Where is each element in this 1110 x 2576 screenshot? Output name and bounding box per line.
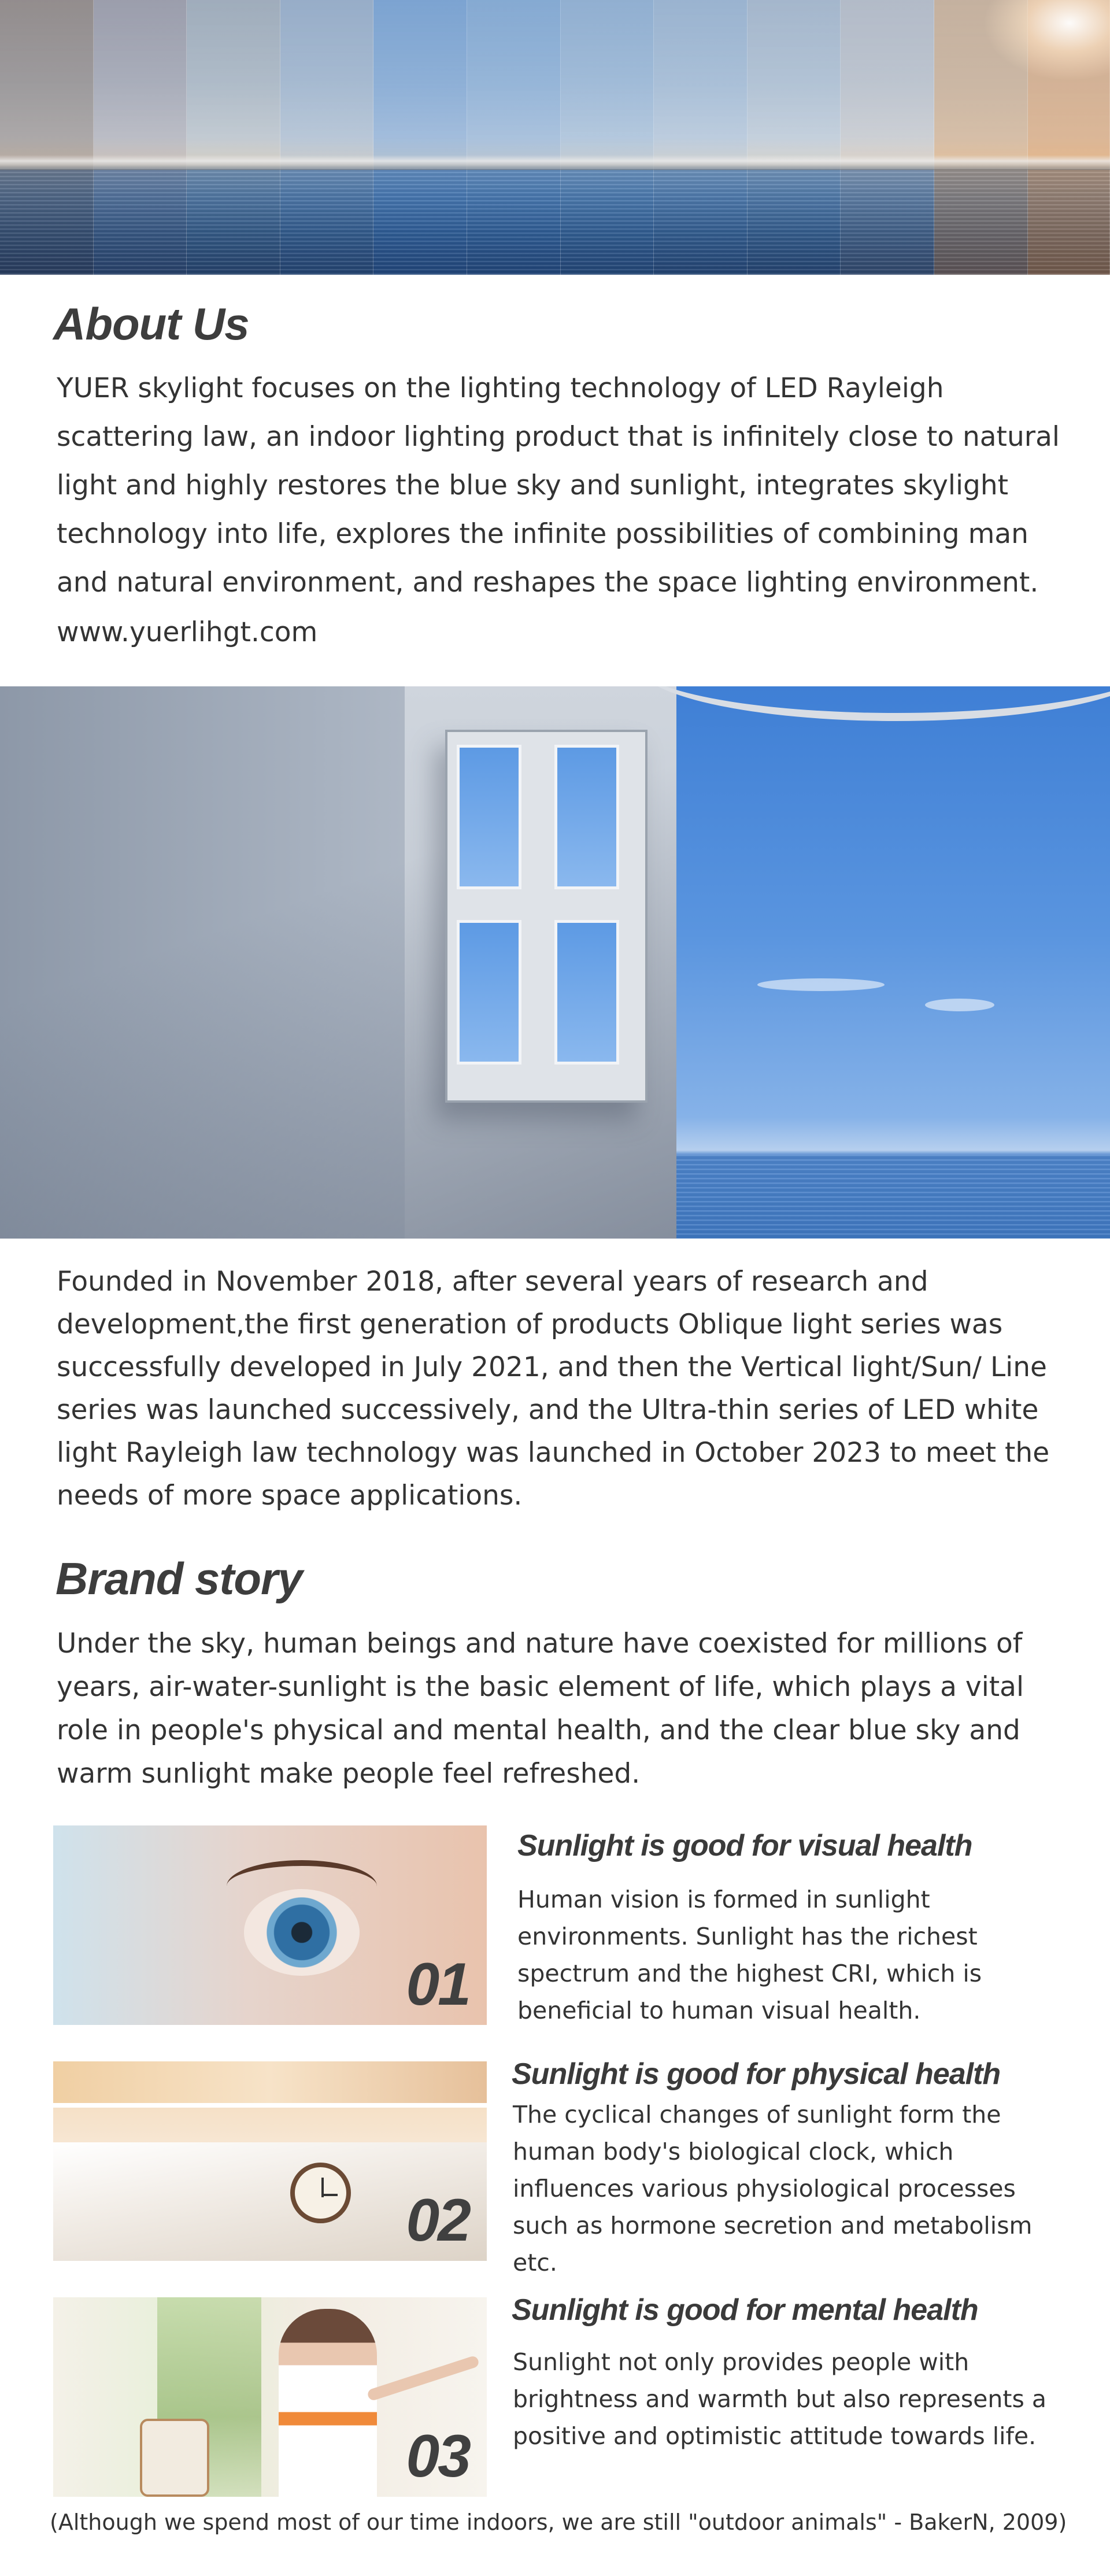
skylight-window: [445, 730, 648, 1103]
feature-number: 02: [406, 2187, 469, 2254]
brand-story-text: Under the sky, human beings and nature have coexisted for millions of years, air-water-sunlight is the basic element of life, which plays a vital role in people's physical and mental health, and the clear blue sky and warm sunlight make people feel refreshed.: [57, 1628, 1024, 1790]
footnote-citation: (Although we spend most of our time indoors, we are still "outdoor animals" - BakerN, 2009): [50, 2510, 1067, 2535]
handbag: [140, 2419, 209, 2497]
website-link[interactable]: www.yuerlihgt.com: [57, 616, 318, 648]
outstretched-arm: [367, 2355, 480, 2402]
feature-text: The cyclical changes of sunlight form the human body's biological clock, which influences various physiological processes such as hormone secretion and metabolism etc.: [513, 2101, 1033, 2276]
window-pane: [554, 745, 619, 889]
feature-text: Human vision is formed in sunlight environments. Sunlight has the richest spectrum and the highest CRI, which is beneficial to human visual health.: [517, 1886, 982, 2024]
alarm-clock-icon: [290, 2163, 351, 2223]
window-pane: [457, 920, 521, 1065]
feature-image-visual-health: [53, 1825, 487, 2025]
eye-illustration: [244, 1889, 360, 1976]
window-pane: [457, 745, 521, 889]
cloud: [757, 978, 885, 991]
window-pane: [554, 920, 619, 1065]
feature-title: Sunlight is good for mental health: [512, 2293, 978, 2327]
feature-text: Sunlight not only provides people with brightness and warmth but also represents a positive and optimistic attitude towards life.: [513, 2348, 1046, 2450]
feature-number: 01: [406, 1951, 469, 2018]
bedroom-window: [53, 2061, 487, 2108]
company-history-text: Founded in November 2018, after several years of research and development,the first generation of products Oblique light series was successfully developed in July 2021, and then the Vertical light/Sun/ Line series was launched successively, and the Ultra-thin series of LED white light Rayleigh law technology was launched in October 2023 to meet the needs of more space applications.: [57, 1266, 1050, 1511]
feature-title: Sunlight is good for visual health: [517, 1829, 972, 1862]
feature-image-mental-health: [53, 2297, 487, 2497]
feature-number: 03: [406, 2423, 469, 2490]
sea-surface: [0, 168, 1110, 275]
brand-story-title: Brand story: [56, 1553, 302, 1604]
feature-title: Sunlight is good for physical health: [512, 2057, 1001, 2091]
sky-water: [676, 1155, 1110, 1239]
cloud: [925, 999, 994, 1011]
about-us-text: YUER skylight focuses on the lighting technology of LED Rayleigh scattering law, an indoor lighting product that is infinitely close to natural light and highly restores the blue sky and sunlight, integrates skylight technology into life, explores the infinite possibilities of combining man and natural environment, and reshapes the space lighting environment.: [57, 372, 1060, 598]
happy-woman: [279, 2309, 377, 2497]
feature-image-physical-health: [53, 2061, 487, 2261]
hero-sky-sea-image: [0, 0, 1110, 275]
about-us-title: About Us: [53, 298, 249, 349]
